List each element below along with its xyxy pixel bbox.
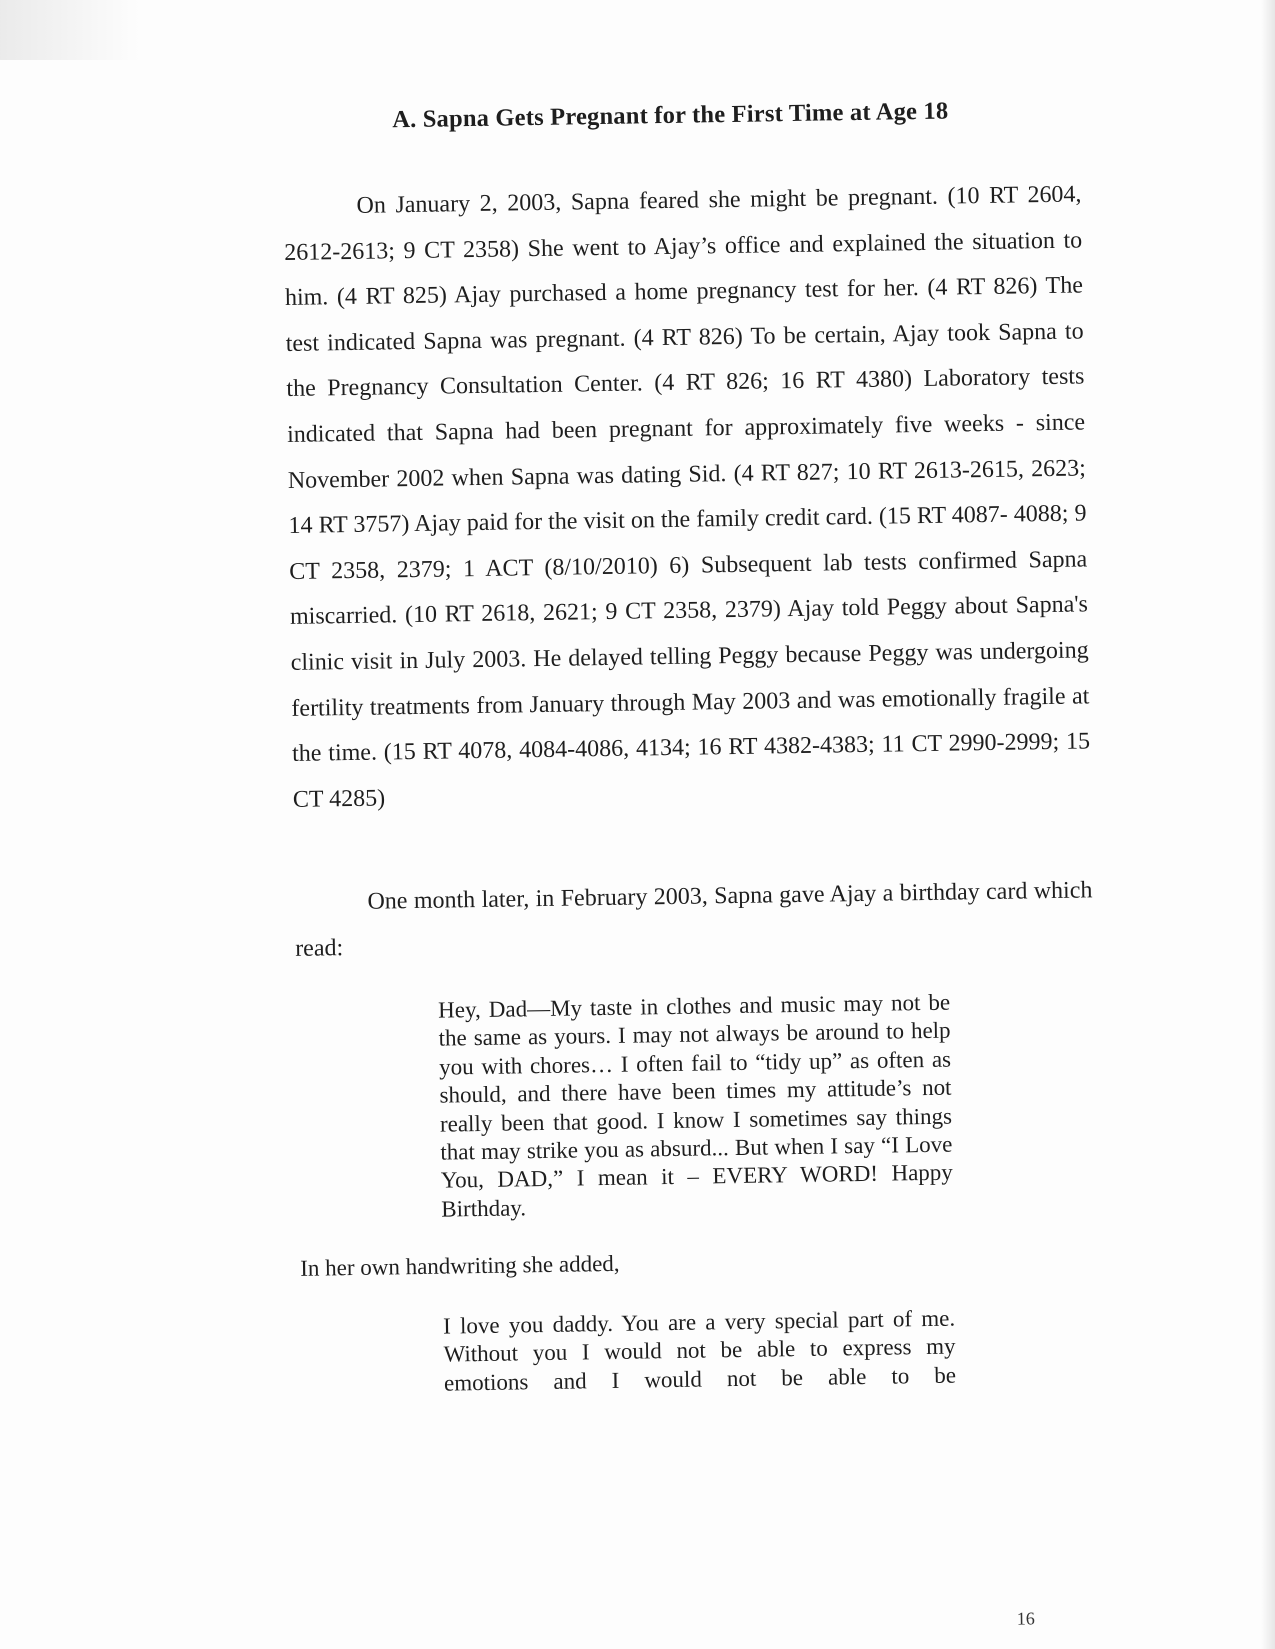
- page-content: [282, 95, 1122, 1629]
- block-quote-card-text: Hey, Dad—My taste in clothes and music may not be the same as yours. I may not always be around to help you with chores… I often fail to “tidy up” as often as should, and there have been times my attitude’s not really been that good. I know I sometimes say things that may strike you as absurd... But when I say “I Love You, DAD,” I mean it – EVERY WORD! Happy Birthday.: [437, 989, 954, 1222]
- page-number: 16: [1016, 1608, 1035, 1629]
- scan-shadow-right: [1261, 0, 1275, 1649]
- section-heading: A. Sapna Gets Pregnant for the First Time at Age 18: [391, 97, 949, 134]
- paragraph-pregnancy: On January 2, 2003, Sapna feared she might be pregnant. (10 RT 2604, 2612-2613; 9 CT 2358) She went to Ajay’s office and explained the situation to him. (4 RT 825) Ajay purchased a home pregnancy test for her. (4 RT 826) The test indicated Sapna was pregnant. (4 RT 826) To be certain, Ajay took Sapna to the Pregnancy Consultation Center. (4 RT 826; 16 RT 4380) Laboratory tests indicated that Sapna had been pregnant for approximately five weeks - since November 2002 when Sapna was dating Sid. (4 RT 827; 10 RT 2613-2615, 2623; 14 RT 3757) Ajay paid for the visit on the family credit card. (15 RT 4087- 4088; 9 CT 2358, 2379; 1 ACT (8/10/2010) 6) Subsequent lab tests confirmed Sapna miscarried. (10 RT 2618, 2621; 9 CT 2358, 2379) Ajay told Peggy about Sapna's clinic visit in July 2003. He delayed telling Peggy because Peggy was undergoing fertility treatments from January through May 2003 and was emotionally fragile at the time. (15 RT 4078, 4084-4086, 4134; 16 RT 4382-4383; 11 CT 2990-2999; 15 CT 4285): [284, 181, 1091, 813]
- block-quote-handwritten: I love you daddy. You are a very special part of me. Without you I would not be able to express my emotions and I would not be able to be: [442, 1305, 957, 1396]
- handwriting-intro-text: In her own handwriting she added,: [300, 1250, 620, 1281]
- scan-shadow-left: [0, 0, 140, 60]
- paragraph-birthday-card: One month later, in February 2003, Sapna gave Ajay a birthday card which read:: [294, 877, 1093, 962]
